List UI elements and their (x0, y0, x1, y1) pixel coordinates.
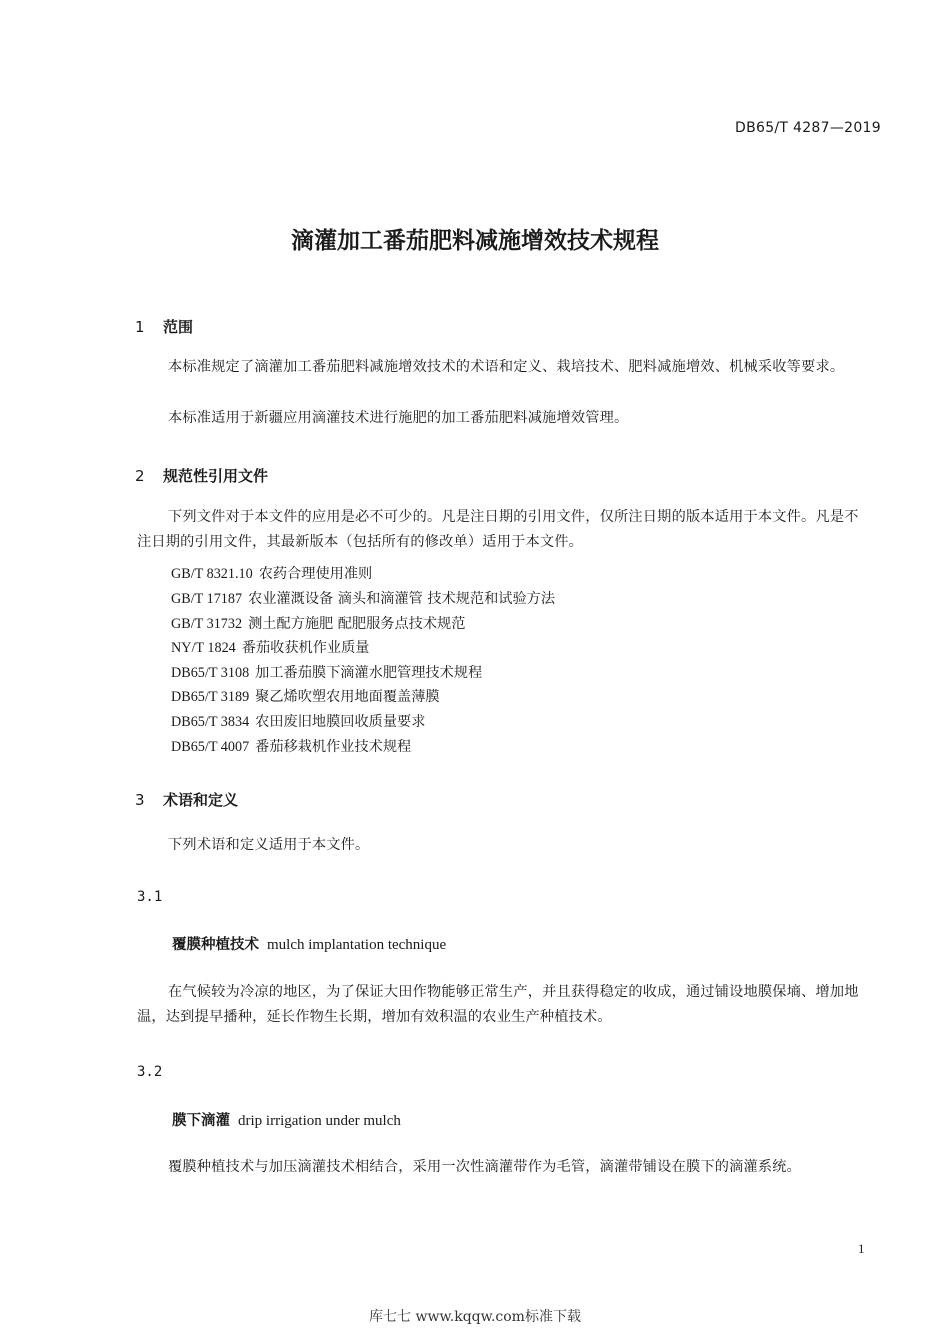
section-1-heading (135, 316, 193, 337)
reference-name: 加工番茄膜下滴灌水肥管理技术规程 (255, 665, 483, 681)
reference-code: GB/T 8321.10 (171, 566, 253, 582)
section-title: 术语和定义 (163, 791, 239, 809)
reference-name: 农田废旧地膜回收质量要求 (255, 714, 426, 730)
reference-code: NY/T 1824 (171, 640, 236, 656)
reference-name: 聚乙烯吹塑农用地面覆盖薄膜 (255, 689, 440, 705)
standard-code: DB65/T 4287—2019 (735, 120, 881, 136)
reference-code: DB65/T 3834 (171, 714, 250, 730)
reference-name: 番茄收获机作业质量 (241, 640, 370, 656)
section-title: 规范性引用文件 (163, 467, 269, 485)
term-number: 3.2 (137, 1064, 163, 1080)
section-3-heading (135, 789, 238, 810)
section-2-intro: 下列文件对于本文件的应用是必不可少的。凡是注日期的引用文件，仅所注日期的版本适用于本文件。凡是不注日期的引用文件，其最新版本（包括所有的修改单）适用于本文件。 (137, 509, 859, 550)
reference-item (171, 711, 425, 731)
reference-name: 农药合理使用准则 (258, 566, 373, 582)
section-title: 范围 (163, 318, 194, 336)
term-heading (172, 933, 446, 954)
section-number: 2 (135, 467, 145, 485)
section-1-paragraph: 本标准规定了滴灌加工番茄肥料减施增效技术的术语和定义、栽培技术、肥料减施增效、机械采收等要求。 (168, 359, 845, 375)
reference-code: GB/T 17187 (171, 591, 243, 607)
reference-name: 农业灌溉设备 滴头和滴灌管 技术规范和试验方法 (248, 591, 556, 607)
reference-item (171, 736, 411, 756)
reference-name: 测土配方施肥 配肥服务点技术规范 (248, 616, 466, 632)
term-zh: 覆膜种植技术 (172, 937, 259, 953)
section-1-paragraph: 本标准适用于新疆应用滴灌技术进行施肥的加工番茄肥料减施增效管理。 (168, 410, 629, 426)
reference-name: 番茄移栽机作业技术规程 (255, 739, 412, 755)
footer-watermark: 库七七 www.kqqw.com标准下载 (369, 1309, 581, 1325)
section-number: 3 (135, 791, 145, 809)
page-number: 1 (858, 1241, 865, 1256)
document-title: 滴灌加工番茄肥料减施增效技术规程 (291, 228, 659, 254)
section-2-heading (135, 465, 268, 486)
reference-code: GB/T 31732 (171, 616, 243, 632)
term-number: 3.1 (137, 889, 163, 905)
section-number: 1 (135, 318, 145, 336)
reference-item (171, 563, 372, 583)
reference-item (171, 637, 369, 657)
term-heading (172, 1109, 401, 1130)
reference-code: DB65/T 3108 (171, 665, 250, 681)
term-zh: 膜下滴灌 (172, 1113, 230, 1129)
reference-item (171, 662, 482, 682)
section-3-intro: 下列术语和定义适用于本文件。 (168, 837, 370, 853)
reference-code: DB65/T 3189 (171, 689, 250, 705)
reference-item (171, 588, 555, 608)
reference-item (171, 613, 465, 633)
reference-code: DB65/T 4007 (171, 739, 250, 755)
term-definition: 覆膜种植技术与加压滴灌技术相结合，采用一次性滴灌带作为毛管，滴灌带铺设在膜下的滴灌系统。 (168, 1159, 802, 1175)
term-en: drip irrigation under mulch (238, 1113, 401, 1129)
reference-item (171, 686, 440, 706)
term-definition: 在气候较为冷凉的地区，为了保证大田作物能够正常生产，并且获得稳定的收成，通过铺设地膜保墒、增加地温，达到提早播种，延长作物生长期，增加有效积温的农业生产种植技术。 (137, 984, 859, 1025)
term-en: mulch implantation technique (267, 937, 447, 953)
